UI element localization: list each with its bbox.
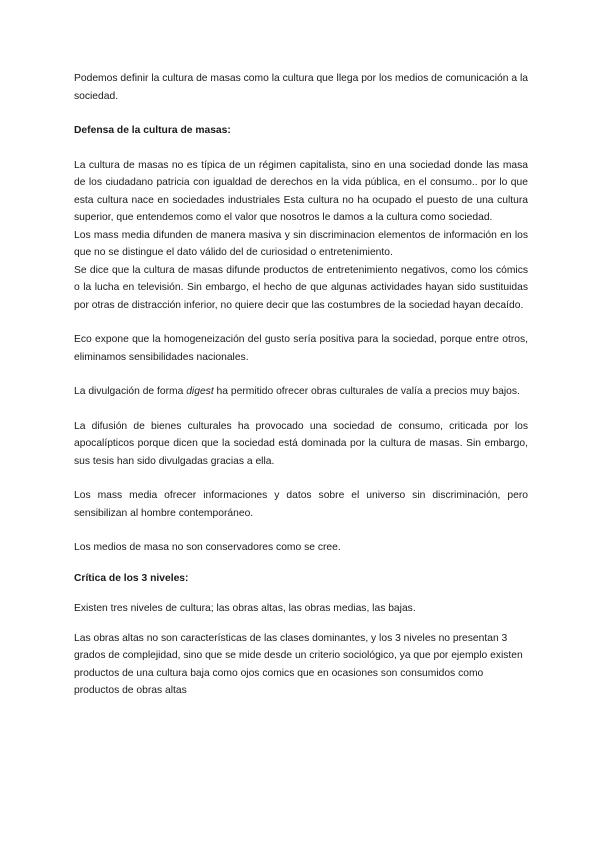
paragraph-10: Las obras altas no son características de las clases dominantes, y los 3 niveles no presentan 3 grados de complejidad, sino que se mide desde un criterio sociológico, ya que por ejemplo existen productos de una cultura baja como ojos comics que en ocasiones son consumidos como productos de obras altas (74, 632, 523, 696)
paragraph-4: Eco expone que la homogeneización del gusto sería positiva para la sociedad, porque entre otros, eliminamos sensibilidades nacionales. (74, 334, 528, 363)
paragraph-5 (74, 383, 528, 401)
heading-defensa: Defensa de la cultura de masas: (74, 125, 231, 136)
paragraph-5-text-end: ha permitido ofrecer obras culturales de valía a precios muy bajos. (213, 386, 520, 397)
paragraph-5-italic: digest (186, 386, 214, 397)
paragraph-2: Los mass media difunden de manera masiva y sin discriminacion elementos de información en los que no se distingue el dato válido del de curiosidad o entretenimiento. (74, 229, 528, 258)
paragraph-5-text-start: La divulgación de forma (74, 386, 187, 397)
paragraph-1: La cultura de masas no es típica de un régimen capitalista, sino en una sociedad donde las masa de los ciudadano patricia con igualdad de derechos en la vida pública, en el consumo.. por lo que esta cultura nace en sociedades industriales Esta cultura no ha ocupado el puesto de una cultura superior, que entendemos como el valor que nosotros le damos a la cultura como sociedad. (74, 159, 528, 223)
document-page (74, 70, 528, 700)
intro-paragraph: Podemos definir la cultura de masas como la cultura que llega por los medios de comunicación a la sociedad. (74, 73, 528, 102)
paragraph-6: La difusión de bienes culturales ha provocado una sociedad de consumo, criticada por los apocalípticos porque dicen que la sociedad está dominada por la cultura de masas. Sin embargo, sus tesis han sido divulgadas gracias a ella. (74, 420, 528, 467)
heading-critica: Crítica de los 3 niveles: (74, 572, 189, 584)
paragraph-8: Los medios de masa no son conservadores como se cree. (74, 542, 341, 553)
paragraph-7: Los mass media ofrecer informaciones y datos sobre el universo sin discriminación, pero sensibilizan al hombre contemporáneo. (74, 490, 528, 519)
paragraph-9: Existen tres niveles de cultura; las obras altas, las obras medias, las bajas. (74, 603, 416, 614)
paragraph-3: Se dice que la cultura de masas difunde productos de entretenimiento negativos, como los cómics o la lucha en televisión. Sin embargo, el hecho de que algunas actividades hayan sido sustituidas por otras de distracción inferior, no quiere decir que las costumbres de la sociedad hayan decaído. (74, 264, 528, 311)
